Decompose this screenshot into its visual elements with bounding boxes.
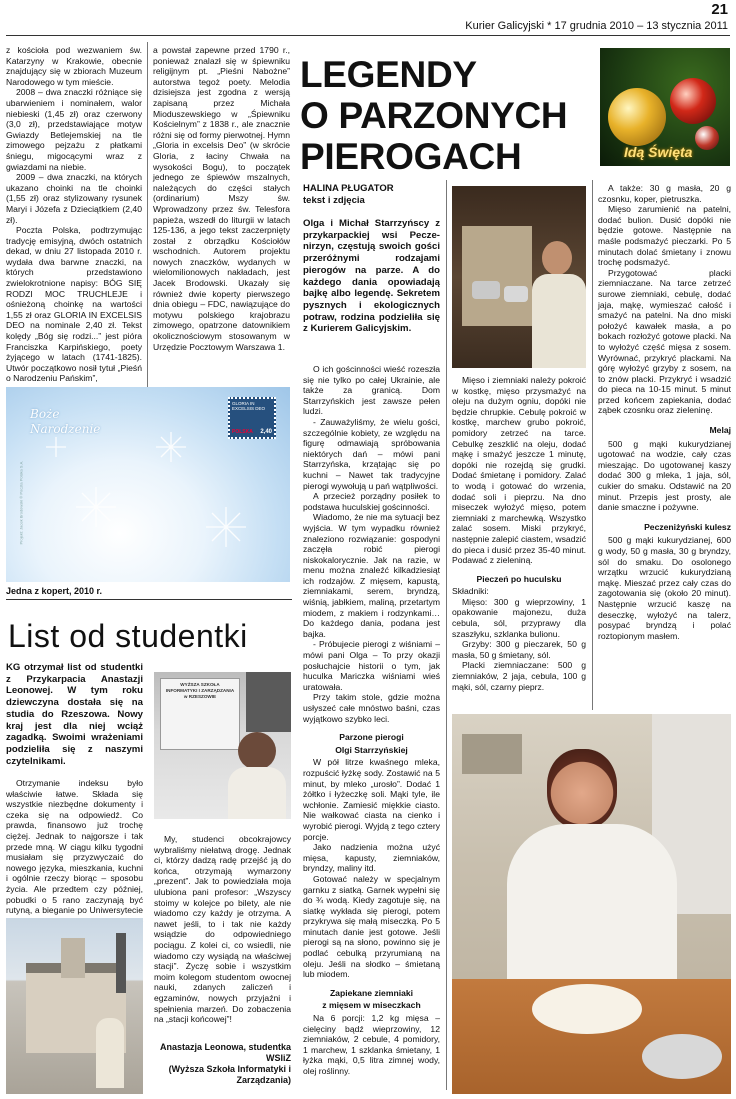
paragraph: O ich gościnności wieść rozeszła się nie tylko po całej Ukrainie, ale także za granicą. Dom Starrzyńskich jest zawsze pełen ludzi. [303,364,440,417]
paragraph: Grzyby: 300 g pieczarek, 50 g masła, 50 g śmietany, sól. [452,639,586,660]
pot [504,286,528,302]
envelope-script-text: Boże Narodzenie [30,407,101,436]
shelf-items [462,734,522,774]
university-sign [160,678,240,750]
legend-lead: Olga i Michał Starrzyńscy z przykarpackiej wsi Peczenirzyn, częstują swoich gości przeróżnymi rodzajami pierogów na parze. A do każdego dania opowiadają bajkę albo legendę. Sekretem pysznych i ekologicznych potraw, rodzina podzieliła się z Kurierem Galicyjskim. [303,218,440,335]
paragraph: 500 g mąki kukurydzianej, 600 g wody, 50 g masła, 30 g bryndzy, sól do smaku. Do osolonego wrzątku wrzucić kukurydzianą mąkę. Mieszać przez cały czas do zagotowania się (około 20 minut). Następnie wrzucić kaszę na deseczkę, wyłożyć na talerz, posypać bryndzą i polać roztopionym masłem. [598,535,731,641]
legend-col4-text [452,375,586,692]
paragraph: 2008 – dwa znaczki różniące się ubarwieniem i nominałem, walor niebieski (1,45 zł) oraz czerwony (3,0 zł), przedstawiające motyw Gwiazdy Betlejemskiej na tle zimowego pejzażu z płatkami śniegu, migocącymi wraz z gwiazdami na niebie. [6,87,142,172]
pot [472,281,500,299]
letter-signature-school: (Wyższa Szkoła Informatyki i Zarządzania) [168,1064,291,1085]
letter-body-2 [154,834,291,1025]
recipe-heading: z mięsem w miseczkach [322,1000,421,1011]
legend-title-line: O PARZONYCH [300,95,568,136]
stamp-text: GLORIA IN EXCELSIS DEO [232,401,266,411]
letter-signature: Anastazja Leonowa, studentka WSIiZ [159,1042,291,1063]
woman-head [542,241,572,275]
kneading-dough-photo [452,714,731,1094]
letter-body [6,778,143,937]
article-text-col1 [6,45,142,384]
christmas-ornaments-banner [600,48,730,166]
ornament-red [670,78,716,124]
ornament-small [695,126,719,150]
recipe-heading: Pieczeń po huculsku [476,573,562,584]
paragraph: Na 6 porcji: 1,2 kg mięsa – cielęciny bądź wieprzowiny, 12 ziemniaków, 2 cebule, 4 pomidory, 1 marchew, 1 szklanka śmietany, 1 łyżka mąki, 0,5 litra zimnej wody, olej roślinny. [303,1013,440,1076]
town-hall-tower [61,938,85,978]
university-sign-text: WYŻSZA SZKOŁA INFORMATYKI I ZARZĄDZANIA w RZESZOWIE [165,682,235,699]
banner-text: Idą Święta [624,144,693,160]
paragraph: Mięso zarumienić na patelni, dodać bulion. Dusić dopóki nie będzie gotowe. Następnie na maśle podsmażyć pieczarki. Po 5 minutach dolać śmietany i znowu trochę podsmażyć. [598,204,731,268]
stamp-value: 2,40 [260,429,272,435]
bowl [642,1034,722,1079]
student-standing [96,1018,124,1088]
recipe-heading: Melaj [709,425,731,436]
paragraph: Jako nadzienia można użyć mięsa, kapusty, ziemniaków, bryndzy, maliny itd. [303,842,440,874]
paragraph: A także: 30 g masła, 20 g czosnku, koper, pietruszka. [598,183,731,204]
paragraph: Przy takim stole, gdzie można usłyszeć całe mnóstwo baśni, czas wyjątkowo szybko leci. [303,692,440,724]
dough [532,984,642,1034]
paragraph: Otrzymanie indeksu było właściwie łatwe. Składa się wszystkie niezbędne dokumenty i czeka się na odpowiedź. Co prawda, finansowo już trochę ciężej. Jednak to najgorsze i tak przede mną. W ciągu kilku tygodni musiałam się przyzwyczaić do nowego języka, mieszkania, kuchni i ogólnie rzeczy biorąc – sposobu życia. Ale przedtem czy później, pobudki o 5 rano zaczynają być rutyną, a bieganie po Uniwersytecie [6,778,143,916]
woman-blouse [507,824,677,994]
envelope-side-text: Projekt: Jacek Brodowski © Poczta Polska S.A. [18,460,24,545]
legend-title-line: PIEROGACH [300,136,522,177]
student-photo-sign [154,672,291,819]
page-number: 21 [711,1,728,18]
letter-lead: KG otrzymał list od studentki z Przykarpacia Anastazji Leonowej. W tym roku dziewczyna dostała się na studia do Rzeszowa. Nowy kraj jest dla niej wciąż zagadką. Swoimi wrażeniami podzieliła się z naszymi czytelnikami. [6,662,143,767]
monument [116,933,126,993]
paragraph: Mięso: 300 g wieprzowiny, 1 opakowanie majonezu, duża cebula, sól, przyprawy dla szaszłyku, szklanka bulionu. [452,596,586,639]
envelope-image [6,387,290,582]
article-text-col2 [153,45,290,352]
legend-col3-text [303,364,440,1077]
rzeszow-square-photo [6,918,143,1094]
woman-head [547,749,617,829]
column-rule [446,180,447,1090]
column-rule [592,180,593,710]
stove [462,226,532,326]
recipe-heading: Olgi Starrzyńskiej [335,744,408,755]
student-coat [228,767,286,819]
legend-title [300,54,590,177]
paragraph: a powstał zapewne przed 1790 r., ponieważ znalazł się w śpiewniku religijnym pt. „Pieśni Nabożne” autorstwa tegoż poety. Melodia dzisiejsza jest zgodna z wersją zapisaną przez Michała Mioduszewskiego w „Śpiewniku Kościelnym” z 1838 r., ale znacznie różni się od formy pierwotnej. Hymn „Gloria in excelsis Deo” (w skrócie Gloria, z łaciny Chwała na wysokości Bogu), to początek jednego ze śpiewów mszalnych, należących do części stałych (ordinarium) Mszy św. Wprowadzony przez św. Telesfora papieża, wszedł do liturgii w latach 125-136, a jego tekst zaczerpnięty został z obrządku Kościołów wschodnich. Autorem projektu nowych znaczków, wydanych w wielomilionowych nakładach, jest Jacek Brodowski. Ukazały się również dwie koperty pierwszego dnia obiegu – FDC, nawiązujące do motywu polskiego krajobrazu zimowego, opatrzone datownikiem okolicznościowym stosowanym w Urzędzie Pocztowym Warszawa 1. [153,45,290,352]
legend-col5-text [598,183,731,641]
header-rule [6,35,730,36]
legend-byline: HALINA PŁUGATOR [303,183,394,194]
paragraph: Poczta Polska, podtrzymując tradycję emisyjną, dwóch ostatnich dekad, w dniu 27 listopada 2010 r. wydała dwa barwne znaczki, na których przedstawiono zwielokrotnione napisy: BÓG SIĘ RODZI MOC TRUCHLEJE i ośnieżoną choinkę na wartości 1,55 zł oraz GLORIA IN EXCELSIS DEO na nominale 2,40 zł. Tekst kolędy „Bóg się rodzi...” jest pióra Franciszka Karpińskiego, poety żyjącego w latach (1741-1825). Utwór początkowo nosił tytuł „Pieśń o Narodzeniu Pańskim”, [6,225,142,384]
recipe-heading: Zapiekane ziemniaki [329,987,414,998]
section-rule [6,599,292,600]
paragraph: Gotować należy w specjalnym garnku z siatką. Garnek wypełni się do ¾ wodą. Kiedy zagotuje się, na siatkę wykłada się pierogi, potem przykrywa się małą miseczką. Po 5 minutach danie jest gotowe. Jeśli pierogi są na słono, powinno się je podlać cebulką przyrumianą na oleju. Jeśli na słodko – śmietaną lub miodem. [303,873,440,980]
paragraph: Składniki: [452,586,489,597]
recipe-heading: Parzone pierogi [339,732,404,743]
stamp-country: POLSKA [232,429,253,435]
envelope-stamp [228,397,276,439]
legend-byline-sub: tekst i zdjęcia [303,195,365,206]
recipe-heading: Peczeniżyński kulesz [644,521,731,532]
column-rule [147,42,148,388]
paragraph: z kościoła pod wezwaniem św. Katarzyny w Krakowie, obecnie znajdujący się w zbiorach Muzeum Narodowego w tym mieście. [6,45,142,87]
paragraph: Wiadomo, że nie ma sytuacji bez wyjścia. W tym wypadku również znaleziono rozwiązanie: gospodyni zaczęła robić pierogi niskokalorycznie. Jak na razie, w menu można znaleźć kilkadziesiąt ich rodzajów. Z mięsem, kapustą, ziemniakami, serem, bryndzą, wiśnią, jabłkiem, maliną, przetartym miodem, z makiem i rodzynkami… Do każdego dania, podana jest bajka. [303,512,440,639]
paragraph: - Próbujecie pierogi z wiśniami – mówi pani Olga – To przy okazji posłuchajcie historii o tym, jak huculka Mariczka wiśniami wieś uratowała. [303,639,440,692]
paragraph: My, studenci obcokrajowcy wybraliśmy niełatwą drogę. Jednak ci, którzy dadzą radę przejść ją do końca, otrzymają wymarzony „prezent”. Jak to powiedziała moja ulubiona pani profesor: „Wszyscy stoimy w kolejce po bilety, ale nie wiadomo czy każdy je otrzyma. A nawet jeśli, to i tak nie każdy wsiądzie do odpowiedniego pociągu. Z kolei ci, co wsiedli, nie wiadomo czy wysiądą na właściwej stacji”. Życzę sobie i wszystkim moim kolegom studentom owocnej nauki, zdanych zaliczeń i egzaminów, nowych przyjaźni i spełnienia marzeń. Do zobaczenia na „stacji końcowej”! [154,834,291,1025]
tree-shadow [246,672,291,732]
letter-heading: List od studentki [8,618,248,654]
student-figure [238,732,276,770]
paragraph: Przygotować placki ziemniaczane. Na tarce zetrzeć surowe ziemniaki, cebulę, dodać jaja, mąkę, wymieszać całość i smażyć na patelni. Na dno miski położyć kawałek masła, a po bokach rozłożyć gotowe placki. Na to wyłożyć część mięsa z sosem. Wyrównać, przykryć plackami. Na górę wyłożyć grzyby z sosem, na to znów placki. Przykryć i wsadzić do pieca na 10-15 minut. 5 minut przed końcem zapiekania, dodać ząbek czosnku oraz zieleninę. [598,267,731,416]
paragraph: 500 g mąki kukurydzianej ugotować na wodzie, cały czas mieszając. Do ugotowanej kaszy dodać 300 g mleka, 1 jaja, sól, cukier do smaku. Odstawić na 20 minut. Przepis jest prosty, ale danie smaczne i pożywne. [598,438,731,513]
paragraph: Placki ziemniaczane: 500 g ziemniaków, 2 jaja, cebula, 100 g mąki, sól, czarny pieprz. [452,660,586,692]
envelope-caption: Jedna z kopert, 2010 r. [6,586,103,596]
paragraph: Mięso i ziemniaki należy pokroić w kostkę, mięso przysmażyć na oleju na dużym ogniu, dopóki nie będzie chrupkie. Cebulę pokroić w kostkę, marchew grubo pokroić, pomidory zetrzeć na tarce. Cebulkę zeszklić na oleju, dodać mąkę i smażyć jeszcze 1 minutę, dopóki nie rozejdą się grudki. Dodać śmietanę i pomidory. Zalać to wodą i gotować do wrzenia, dodać soli i pieprzu. Na dno miseczek wyłożyć mięso, potem ziemniaki z marchewką. Wszystko zalać sosem. Miski przykryć, następnie zalepić ciastem, wsadzić do pieca i dusić przez 35-40 minut. Podawać z zieleniną. [452,375,586,566]
page-header-title: Kurier Galicyjski * 17 grudnia 2010 – 13 stycznia 2011 [465,20,728,32]
paragraph: W pół litrze kwaśnego mleka, rozpuścić łyżkę sody. Zostawić na 5 minut, by mleko „urosło”. Dodać 1 żółtko i łyżeczkę soli. Mąki tyle, ile wchłonie. Zamiesić miękkie ciasto. Nie wałkować ciasta na cienko i wyrobić pierogi. Wyjdą z tego cztery porcje. [303,757,440,842]
legend-title-line: LEGENDY [300,54,477,95]
paragraph: A przecież porządny posiłek to podstawa huculskiej gościnności. [303,491,440,512]
woman-body [532,274,586,368]
kitchen-stove-photo [452,186,586,368]
paragraph: 2009 – dwa znaczki, na których ukazano choinki na tle choinki (1,55 zł) oraz stylizowany rysunek Maryi i Józefa z Dzieciątkiem (2,40 zł). [6,172,142,225]
ornament-gold [608,88,666,146]
paragraph: - Zauważyliśmy, że wielu gości, szczególnie kobiety, ze względu na figurę odmawiają spróbowania niektórych dań – mówi pani Starrzyńska, krzątając się po kuchni – Nawet tak tradycyjne pierogi wywołują u pań wątpliwości. [303,416,440,491]
